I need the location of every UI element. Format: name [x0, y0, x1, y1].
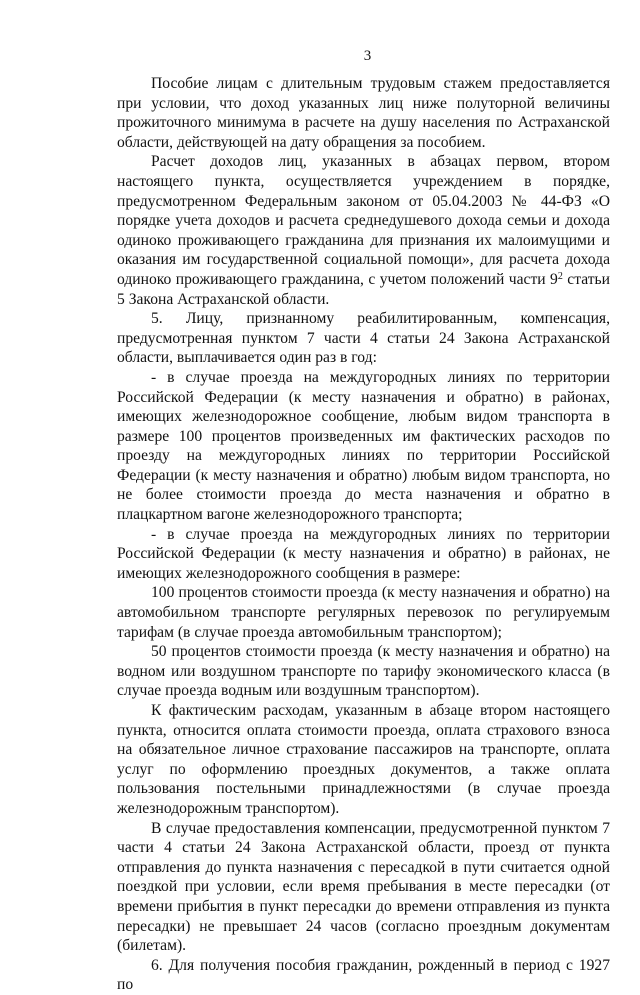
- paragraph-income-calculation-main: Расчет доходов лиц, указанных в абзацах первом, втором настоящего пункта, осуществляется учреждением в порядке, предусмотренном Федеральным законом от 05.04.2003 № 44-ФЗ «О порядке учета доходов и расчета среднедушевого дохода семьи и дохода одиноко проживающего гражданина для признания их малоимущими и оказания им государственной социальной помощи», для расчета дохода одиноко проживающего гражданина, с учетом положений части 9: [117, 153, 610, 288]
- paragraph-income-calculation: [117, 152, 610, 309]
- bullet-non-railway-regions: - в случае проезда на междугородных линиях по территории Российской Федерации (к месту назначения и обратно) в районах, не имеющих железнодорожного сообщения в размере:: [117, 525, 610, 582]
- paragraph-100-percent-road: 100 процентов стоимости проезда (к месту назначения и обратно) на автомобильном транспорте регулярных перевозок по регулируемым тарифам (в случае проезда автомобильным транспортом);: [117, 584, 610, 641]
- paragraph-transfer-rule: В случае предоставления компенсации, предусмотренной пунктом 7 части 4 статьи 24 Закона Астраханской области, проезд от пункта отправления до пункта назначения с пересадкой в пути считается одной поездкой при условии, если время пребывания в месте пересадки (от времени прибытия в пункт пересадки до времени отправления из пункта пересадки) не превышает 24 часов (согласно проездным документам (билетам).: [117, 819, 610, 955]
- paragraph-50-percent-water-air: 50 процентов стоимости проезда (к месту назначения и обратно) на водном или воздушном транспорте по тарифу экономического класса (в случае проезда водным или воздушным транспортом).: [117, 643, 610, 700]
- bullet-railway-regions: - в случае проезда на междугородных линиях по территории Российской Федерации (к месту назначения и обратно) в районах, имеющих железнодорожное сообщение, любым видом транспорта в размере 100 процентов произведенных им фактических расходов по проезду на междугородных линиях по территории Российской Федерации (к месту назначения и обратно) любым видом транспорта, но не более стоимости проезда до места назначения и обратно в плацкартном вагоне железнодорожного транспорта;: [117, 368, 610, 524]
- paragraph-long-service-benefit: Пособие лицам с длительным трудовым стажем предоставляется при условии, что доход указанных лиц ниже полуторной величины прожиточного минимума в расчете на душу населения по Астраханской области, действующей на дату обращения за пособием.: [117, 75, 610, 151]
- paragraph-item-6: 6. Для получения пособия гражданин, рожденный в период с 1927 по: [117, 956, 610, 994]
- page-number: 3: [363, 48, 372, 64]
- superscript-2: 2: [557, 270, 563, 282]
- paragraph-actual-expenses: К фактическим расходам, указанным в абзаце втором настоящего пункта, относится оплата стоимости проезда, оплата страхового взноса на обязательное личное страхование пассажиров на транспорте, оплата услуг по оформлению проездных документов, а также оплата пользования постельными принадлежностями (в случае проезда железнодорожным транспортом).: [117, 702, 610, 817]
- paragraph-income-calculation-tail: статьи 5 Закона Астраханской области.: [117, 270, 610, 308]
- paragraph-item-5: 5. Лицу, признанному реабилитированным, компенсация, предусмотренная пунктом 7 части 4 статьи 24 Закона Астраханской области, выплачивается один раз в год:: [117, 310, 610, 367]
